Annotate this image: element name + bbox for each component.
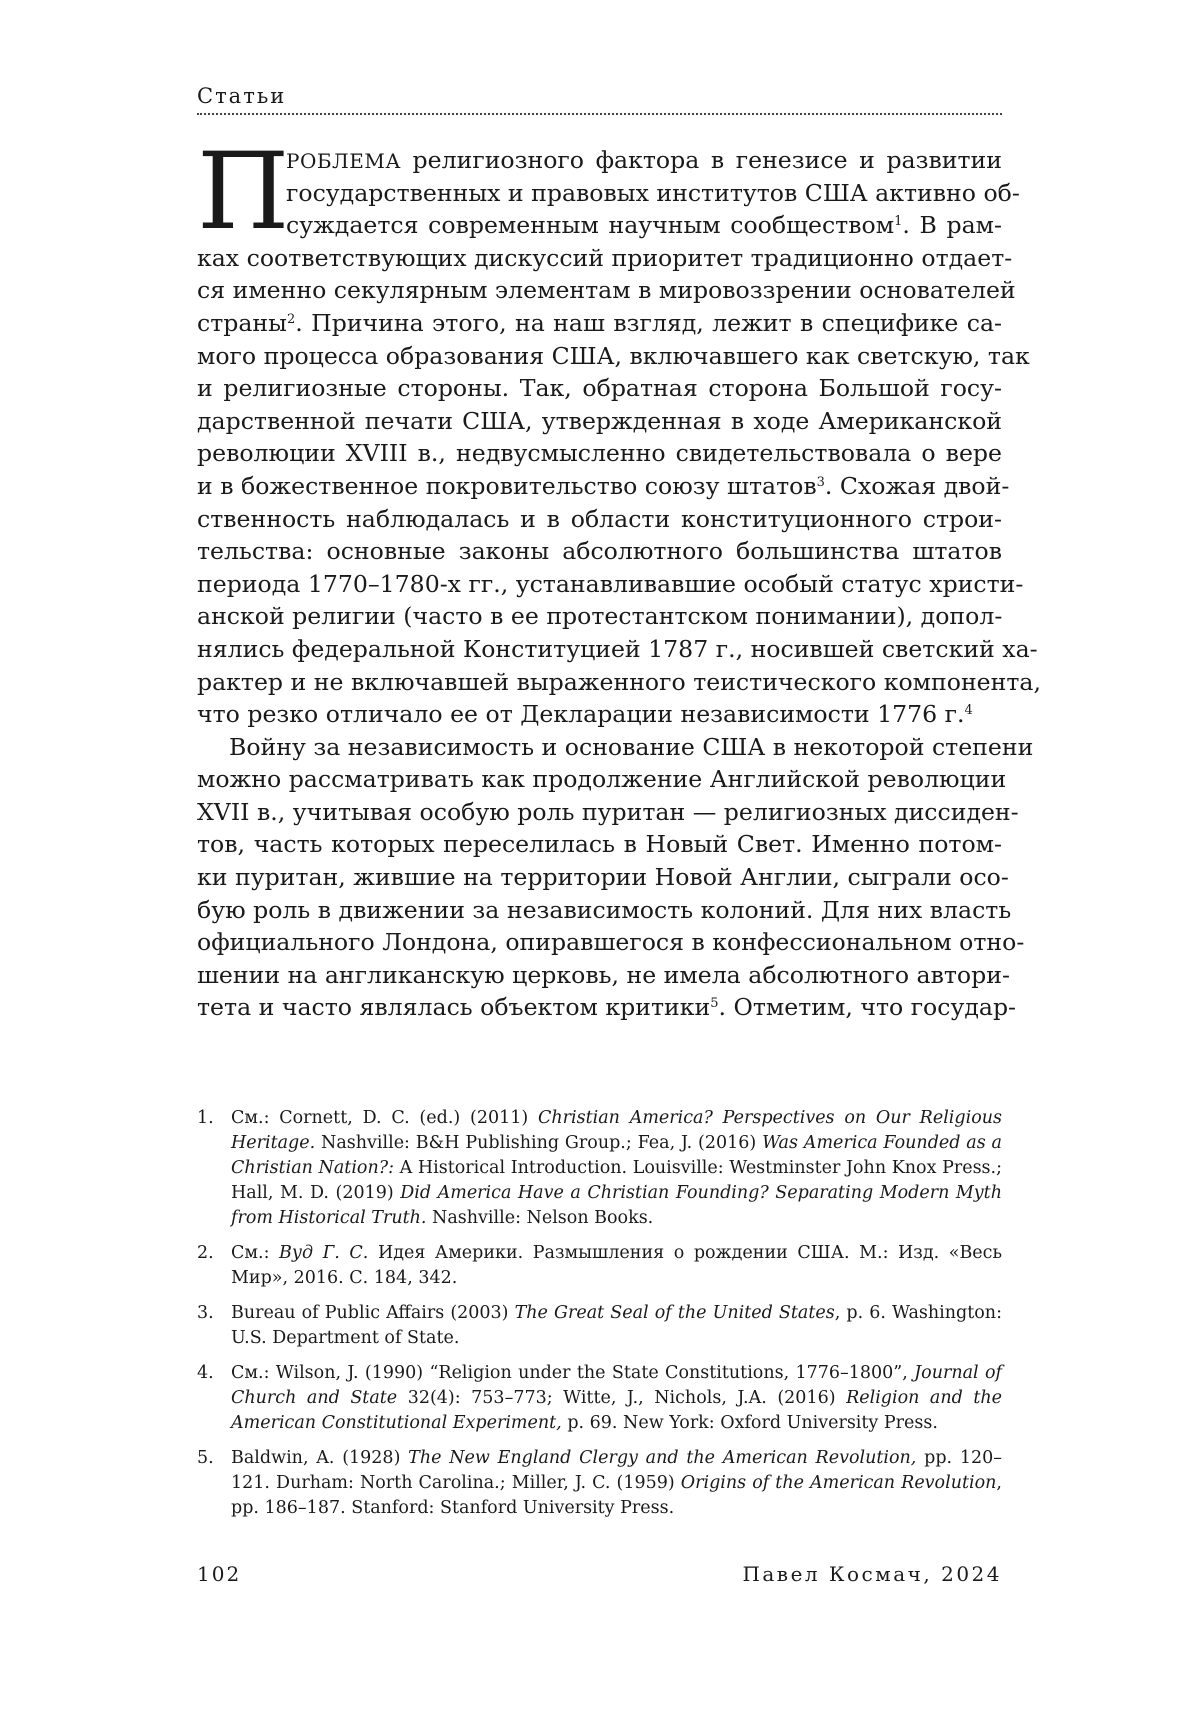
footnote-number: 2.	[197, 1243, 214, 1263]
footnote-item	[197, 1446, 1002, 1521]
text-line: анской религии (часто в ее протестантском понимании), допол-	[197, 602, 1003, 631]
text-line: тов, часть которых переселилась в Новый Свет. Именно потом-	[197, 830, 1002, 859]
text-line: революции XVIII в., недвусмысленно свидетельствовала о вере	[197, 439, 1002, 468]
text-line: официального Лондона, опиравшегося в конфессиональном отно-	[197, 928, 1025, 957]
footnote-title: Religion and the American Constitutional Experiment,	[231, 1388, 1003, 1433]
running-footer: Павел Космач, 2024	[742, 1562, 1002, 1586]
footnote-number: 3.	[197, 1303, 214, 1323]
text-line: ственность наблюдалась и в области конституционного строи-	[197, 504, 1002, 533]
text-line: рактер и не включавшей выраженного теистического компонента,	[197, 667, 1041, 696]
footnote-title: The Great Seal of the United States	[514, 1303, 835, 1323]
page-number: 102	[197, 1562, 242, 1586]
text-line: дарственной печати США, утвержденная в ходе Американской	[197, 406, 1002, 435]
text-line: государственных и правовых институтов США активно об-	[286, 178, 1020, 207]
footnote-ref[interactable]: 4	[964, 703, 973, 719]
text-line: тета и часто являлась объектом критики$^5$. Отметим, что государ-	[197, 993, 1017, 1022]
text-line: периода 1770–1780-х гг., устанавливавшие особый статус христи-	[197, 569, 1024, 598]
footnote-ref[interactable]: 2	[286, 311, 296, 327]
text-line: что резко отличало ее от Декларации независимости 1776 г.$^4$	[197, 700, 973, 729]
footnote-segment: См.: Wilson, J. (1990) “Religion under the State Constitutions, 1776–1800”,	[231, 1363, 915, 1383]
footnote-segment: Bureau of Public Affairs (2003)	[231, 1303, 515, 1323]
lead-word: РОБЛЕМА	[286, 149, 401, 173]
footnotes	[197, 1106, 1002, 1531]
text-line: страны$^2$. Причина этого, на наш взгляд, лежит в специфике са-	[197, 308, 1002, 337]
footnote-item	[197, 1106, 1002, 1231]
footnote-segment: 32(4): 753–773; Witte, J., Nichols, J.A. (2016)	[397, 1388, 847, 1408]
text-line: Войну за независимость и основание США в некоторой степени	[229, 732, 1034, 761]
article-body	[197, 130, 1041, 1024]
footnote-title: Christian America? Perspectives on Our Religious Heritage.	[231, 1108, 1002, 1153]
footnote-item	[197, 1301, 1002, 1351]
text-line: шении на англиканскую церковь, не имела абсолютного автори-	[197, 960, 1010, 989]
footnote-segment: Nashville: Nelson Books.	[426, 1208, 654, 1228]
footnote-title: Did America Have a Christian Founding? Separating Modern Myth from Historical Truth.	[231, 1183, 1002, 1228]
footnote-item	[197, 1361, 1002, 1436]
footnote-text	[231, 1361, 1002, 1436]
footnote-ref[interactable]: 5	[710, 996, 719, 1012]
footnote-segment: pp. 120–121. Durham: North Carolina.; Miller, J. C. (1959)	[231, 1448, 1002, 1493]
text-line: ся именно секулярным элементам в мировоззрении основателей	[197, 276, 1016, 305]
footnote-segment: , p. 6. Washington: U.S. Department of State.	[231, 1303, 1002, 1348]
text-line: бую роль в движении за независимость колоний. Для них власть	[197, 895, 1012, 924]
text-line: ках соответствующих дискуссий приоритет традиционно отдает-	[197, 243, 1013, 272]
footnote-segment: p. 69. New York: Oxford University Press.	[561, 1413, 938, 1433]
footnote-segment: Nashville: B&H Publishing Group.; Fea, J. (2016)	[315, 1133, 763, 1153]
footnote-segment: См.: Cornett, D. C. (ed.) (2011)	[231, 1108, 538, 1128]
footnote-number: 4.	[197, 1363, 214, 1383]
text-line: мого процесса образования США, включавшего как светскую, так	[197, 341, 1030, 370]
footnote-segment: Baldwin, A. (1928)	[231, 1448, 409, 1468]
text-line: можно рассматривать как продолжение Английской революции	[197, 765, 1007, 794]
footnote-title: Origins of the American Revolution	[680, 1473, 997, 1493]
footnote-text	[231, 1301, 1002, 1351]
header-divider	[197, 113, 1002, 115]
footnote-text	[231, 1106, 1002, 1231]
text-line: и в божественное покровительство союзу штатов$^3$. Схожая двой-	[197, 471, 1010, 500]
text-line: и религиозные стороны. Так, обратная сторона Большой госу-	[197, 374, 1002, 403]
footnote-segment: Идея Америки. Размышления о рождении США. М.: Изд. «Весь Мир», 2016. С. 184, 342.	[231, 1243, 1002, 1288]
footnote-text	[231, 1446, 1002, 1521]
footnote-ref[interactable]: 3	[816, 474, 825, 490]
text-line: тельства: основные законы абсолютного большинства штатов	[197, 537, 1002, 566]
text-line: РОБЛЕМА религиозного фактора в генезисе и развитии	[286, 146, 1002, 174]
footnote-title: Journal of Church and State	[231, 1363, 1002, 1408]
footnote-title: Was America Founded as a Christian Nation?:	[231, 1133, 1002, 1178]
section-title: Статьи	[197, 84, 287, 108]
footnote-segment: , pp. 186–187. Stanford: Stanford University Press.	[231, 1473, 1002, 1518]
footnote-text	[231, 1241, 1002, 1291]
text-line: XVII в., учитывая особую роль пуритан — религиозных диссиден-	[197, 797, 1019, 826]
footnote-item	[197, 1241, 1002, 1291]
footnote-title: The New England Clergy and the American Revolution,	[408, 1448, 917, 1468]
footnote-segment: A Historical Introduction. Louisville: Westminster John Knox Press.; Hall, M. D. (2019)	[231, 1158, 1002, 1203]
footnote-segment: См.:	[231, 1243, 280, 1263]
text-line: ки пуритан, жившие на территории Новой Англии, сыграли осо-	[197, 863, 1009, 892]
text-line: суждается современным научным сообществом$^1$. В рам-	[286, 211, 1002, 240]
footnote-title: Вуд Г. С.	[279, 1243, 369, 1263]
drop-cap: П	[197, 130, 290, 253]
text-line: нялись федеральной Конституцией 1787 г., носившей светский ха-	[197, 634, 1038, 663]
footnote-ref[interactable]: 1	[894, 214, 903, 230]
footnote-number: 5.	[197, 1448, 214, 1468]
footnote-number: 1.	[197, 1108, 214, 1128]
